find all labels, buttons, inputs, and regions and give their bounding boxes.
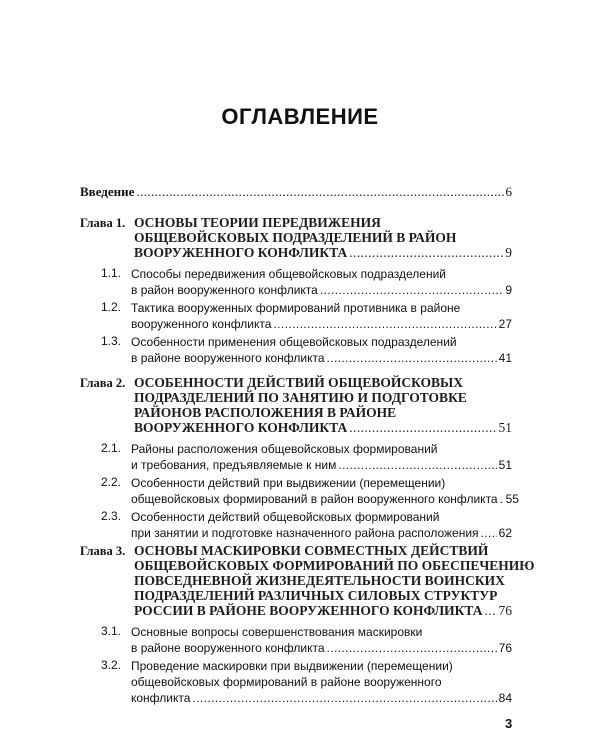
toc-chapter-2[interactable] bbox=[80, 375, 512, 435]
chapter-number: Глава 1. bbox=[80, 216, 126, 230]
chapter-title-line: РОССИИ В РАЙОНЕ ВООРУЖЕННОГО КОНФЛИКТА bbox=[134, 603, 483, 618]
dot-leader bbox=[136, 184, 503, 200]
dot-leader bbox=[320, 282, 503, 298]
section-title-line: Основные вопросы совершенствования маскировки bbox=[131, 625, 423, 639]
chapter-title-line: ПОВСЕДНЕВНОЙ ЖИЗНЕДЕЯТЕЛЬНОСТИ ВОИНСКИХ bbox=[134, 573, 505, 588]
toc-section-3-1[interactable] bbox=[101, 624, 512, 656]
section-number: 3.2. bbox=[101, 658, 122, 672]
section-title-line: Особенности действий общевойсковых формирований bbox=[131, 510, 440, 524]
intro-label: Введение bbox=[80, 184, 135, 199]
chapter-page: 51 bbox=[498, 420, 512, 435]
toc-section-2-3[interactable] bbox=[101, 509, 512, 541]
section-title-line: Районы расположения общевойсковых формирований bbox=[131, 442, 438, 456]
section-number: 1.1. bbox=[101, 266, 122, 280]
dot-leader bbox=[481, 525, 497, 541]
chapter-title-line: ОСОБЕННОСТИ ДЕЙСТВИЙ ОБЩЕВОЙСКОВЫХ bbox=[134, 375, 464, 390]
intro-page: 6 bbox=[505, 184, 512, 199]
section-title-line: в районе вооруженного конфликта bbox=[131, 641, 325, 655]
chapter-title-line: РАЙОНОВ РАСПОЛОЖЕНИЯ В РАЙОНЕ bbox=[134, 405, 397, 420]
toc-section-1-2[interactable] bbox=[101, 300, 512, 332]
chapter-page: 9 bbox=[505, 245, 512, 260]
section-title-line: Способы передвижения общевойсковых подразделений bbox=[131, 267, 446, 281]
section-title-line: при занятии и подготовке назначенного района расположения bbox=[131, 526, 479, 540]
section-number: 2.3. bbox=[101, 509, 122, 523]
section-title-line: Тактика вооруженных формирований противника в районе bbox=[131, 301, 461, 315]
dot-leader bbox=[273, 316, 496, 332]
section-title-line: Проведение маскировки при выдвижении (перемещении) bbox=[131, 659, 453, 673]
section-title-line: вооруженного конфликта bbox=[131, 317, 272, 331]
page-number: 3 bbox=[505, 716, 513, 731]
section-page: 76 bbox=[498, 641, 512, 655]
toc-chapter-3[interactable] bbox=[80, 543, 535, 618]
section-title-line: в район вооруженного конфликта bbox=[131, 283, 318, 297]
dot-leader bbox=[500, 491, 504, 507]
chapter-title-line: ОБЩЕВОЙСКОВЫХ ПОДРАЗДЕЛЕНИЙ В РАЙОН bbox=[134, 230, 457, 245]
section-title-line: общевойсковых формирований в район вооруженного конфликта bbox=[131, 492, 498, 506]
section-page: 27 bbox=[498, 317, 512, 331]
chapter-title-line: ПОДРАЗДЕЛЕНИЙ РАЗЛИЧНЫХ СИЛОВЫХ СТРУКТУР bbox=[134, 588, 498, 603]
chapter-page: 76 bbox=[498, 603, 512, 618]
section-number: 2.2. bbox=[101, 475, 122, 489]
dot-leader bbox=[349, 245, 503, 260]
section-page: 9 bbox=[505, 283, 512, 297]
section-title-line: общевойсковых формирований в районе вооруженного bbox=[131, 675, 442, 689]
chapter-title-line: ОСНОВЫ ТЕОРИИ ПЕРЕДВИЖЕНИЯ bbox=[134, 215, 381, 230]
chapter-title-line: ПОДРАЗДЕЛЕНИЙ ПО ЗАНЯТИЮ И ПОДГОТОВКЕ bbox=[134, 390, 467, 405]
toc-section-1-3[interactable] bbox=[101, 334, 512, 366]
section-page: 62 bbox=[498, 526, 512, 540]
chapter-title-line: ВООРУЖЕННОГО КОНФЛИКТА bbox=[134, 420, 348, 435]
toc-section-1-1[interactable] bbox=[101, 266, 512, 298]
chapter-number: Глава 3. bbox=[80, 544, 126, 558]
dot-leader bbox=[485, 603, 497, 618]
chapter-title-line: ОСНОВЫ МАСКИРОВКИ СОВМЕСТНЫХ ДЕЙСТВИЙ bbox=[134, 543, 489, 558]
section-page: 55 bbox=[505, 492, 519, 506]
chapter-title-line: ВООРУЖЕННОГО КОНФЛИКТА bbox=[134, 245, 348, 260]
dot-leader bbox=[192, 690, 496, 706]
section-number: 2.1. bbox=[101, 441, 122, 455]
section-number: 3.1. bbox=[101, 624, 122, 638]
section-page: 84 bbox=[498, 691, 512, 705]
chapter-number: Глава 2. bbox=[80, 376, 126, 390]
dot-leader bbox=[327, 350, 497, 366]
section-number: 1.2. bbox=[101, 300, 122, 314]
dot-leader bbox=[338, 457, 496, 473]
toc-section-3-2[interactable] bbox=[101, 658, 512, 706]
section-title-line: Особенности применения общевойсковых подразделений bbox=[131, 335, 457, 349]
toc-section-2-2[interactable] bbox=[101, 475, 519, 507]
toc-section-2-1[interactable] bbox=[101, 441, 512, 473]
toc-entry-intro[interactable] bbox=[80, 184, 512, 200]
page-title: ОГЛАВЛЕНИЕ bbox=[221, 104, 379, 129]
section-title-line: Особенности действий при выдвижении (перемещении) bbox=[131, 476, 446, 490]
dot-leader bbox=[327, 640, 497, 656]
chapter-title-line: ОБЩЕВОЙСКОВЫХ ФОРМИРОВАНИЙ ПО ОБЕСПЕЧЕНИЮ bbox=[134, 558, 535, 573]
section-number: 1.3. bbox=[101, 334, 122, 348]
section-page: 41 bbox=[498, 351, 512, 365]
toc-chapter-1[interactable] bbox=[80, 215, 512, 260]
dot-leader bbox=[349, 420, 496, 435]
section-title-line: конфликта bbox=[131, 691, 191, 705]
section-title-line: и требования, предъявляемые к ним bbox=[131, 458, 337, 472]
section-title-line: в районе вооруженного конфликта bbox=[131, 351, 325, 365]
section-page: 51 bbox=[498, 458, 512, 472]
